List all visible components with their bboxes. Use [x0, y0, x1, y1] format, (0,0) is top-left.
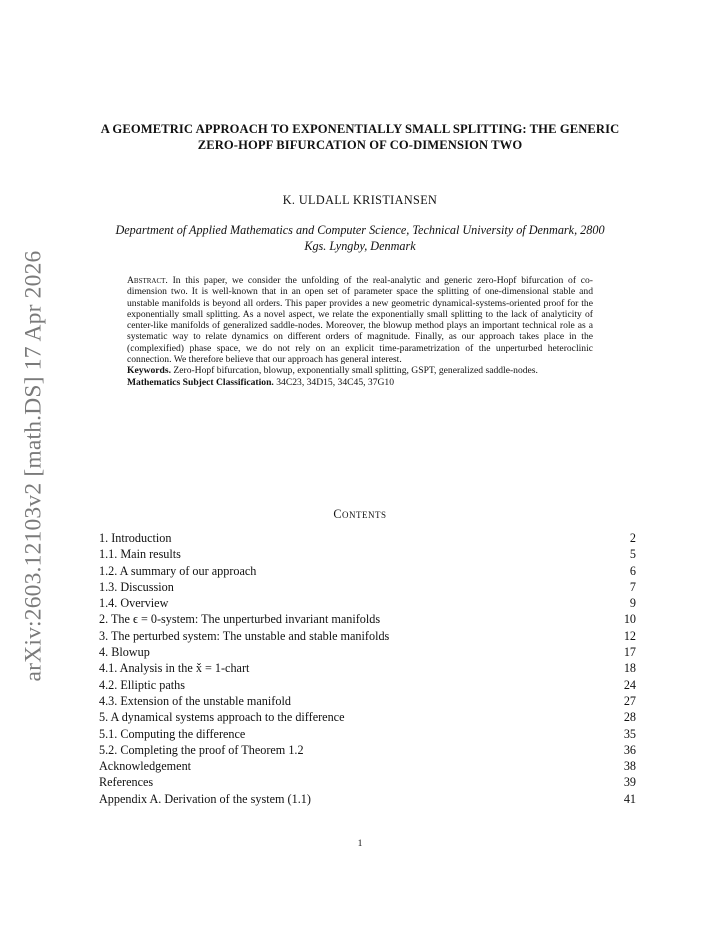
toc-entry[interactable]	[99, 563, 636, 579]
toc-entry[interactable]	[99, 677, 636, 693]
toc-entry-page: 18	[623, 661, 636, 676]
arxiv-sidebar-stamp	[14, 246, 54, 686]
toc-entry-label: 4. Blowup	[99, 645, 150, 660]
toc-entry-label: Acknowledgement	[99, 759, 192, 774]
toc-entry-label: 2. The ϵ = 0-system: The unperturbed invariant manifolds	[99, 612, 381, 627]
abstract-text: In this paper, we consider the unfolding of the real-analytic and generic zero-Hopf bifurcation of co-dimension two. It is well-known that in an open set of parameter space the splitting of one-dimensional stable and unstable manifolds is beyond all orders. This paper provides a new geometric dynamical-systems-oriented proof for the exponentially small splitting. As a novel aspect, we relate the exponentially small splitting to the lack of analyticity of center-like manifolds of generalized saddle-nodes. Moreover, the blowup method plays an important technical role as a systematic way to relate dynamics on different orders of magnitude. Finally, as our approach takes place in the (complexified) phase space, we do not rely on an explicit time-parametrization of the unperturbed heteroclinic connection. We therefore believe that our approach has general interest.	[127, 275, 594, 366]
toc-entry[interactable]	[99, 791, 636, 807]
toc-entry-page: 24	[623, 677, 636, 692]
toc-entry-label: 5.1. Computing the difference	[99, 726, 246, 741]
toc-entry-page: 2	[629, 531, 636, 545]
toc-entry[interactable]	[99, 595, 636, 611]
toc-entry-page: 7	[629, 579, 636, 594]
toc-entry[interactable]	[99, 579, 636, 595]
toc-entry-page: 28	[623, 710, 636, 725]
toc-entry-label: 3. The perturbed system: The unstable and stable manifolds	[99, 628, 390, 643]
abstract-block	[127, 275, 593, 388]
msc-label: Mathematics Subject Classification.	[127, 376, 274, 388]
toc-entry[interactable]	[99, 530, 636, 546]
toc-entry-label: 5. A dynamical systems approach to the difference	[99, 710, 345, 725]
toc-entry-page: 12	[623, 628, 636, 643]
toc-entry[interactable]	[99, 726, 636, 742]
toc-entry-label: 1.3. Discussion	[99, 579, 174, 594]
abstract-paragraph	[127, 275, 593, 365]
toc-entry-page: 36	[623, 742, 636, 757]
toc-entry-label: 4.2. Elliptic paths	[99, 677, 185, 692]
toc-entry-page: 35	[623, 726, 636, 741]
keywords-text: Zero-Hopf bifurcation, blowup, exponentially small splitting, GSPT, generalized saddle-nodes.	[173, 365, 538, 377]
toc-entry-page: 10	[623, 612, 636, 627]
msc-line	[127, 377, 593, 388]
toc-entry-page: 5	[629, 547, 636, 562]
toc-entry[interactable]	[99, 546, 636, 562]
toc-entry-page: 17	[623, 645, 636, 660]
abstract-heading: Abstract.	[127, 275, 168, 286]
toc-entry-page: 9	[629, 596, 636, 611]
toc-entry-page: 38	[623, 759, 636, 774]
keywords-label: Keywords.	[127, 365, 171, 377]
toc-entry[interactable]	[99, 611, 636, 627]
msc-codes: 34C23, 34D15, 34C45, 37G10	[276, 376, 395, 388]
author-affiliation: Department of Applied Mathematics and Computer Science, Technical University of Denmark, 2800 Kgs. Lyngby, Denmark	[115, 223, 605, 253]
toc-entry-label: Appendix A. Derivation of the system (1.1)	[99, 791, 311, 806]
toc-entry-label: 1.4. Overview	[99, 596, 169, 611]
toc-entry-label: References	[99, 775, 154, 790]
toc-entry-label: 1.2. A summary of our approach	[99, 563, 257, 578]
toc-entry-label: 1. Introduction	[99, 531, 172, 545]
keywords-line	[127, 365, 593, 376]
toc-entry[interactable]	[99, 742, 636, 758]
toc-entry-page: 39	[623, 775, 636, 790]
paper-title: A GEOMETRIC APPROACH TO EXPONENTIALLY SMALL SPLITTING: THE GENERIC ZERO-HOPF BIFURCATION OF CO-DIMENSION TWO	[100, 122, 620, 152]
page-number: 1	[357, 838, 363, 849]
arxiv-identifier: arXiv:2603.12103v2 [math.DS] 17 Apr 2026	[20, 250, 47, 682]
toc-entry[interactable]	[99, 758, 636, 774]
toc-entry-page: 41	[623, 791, 636, 806]
toc-entry-label: 1.1. Main results	[99, 547, 181, 562]
toc-entry-page: 27	[623, 693, 636, 708]
toc-entry[interactable]	[99, 660, 636, 676]
contents-heading: Contents	[333, 507, 387, 521]
toc-entry[interactable]	[99, 693, 636, 709]
toc-entry-page: 6	[629, 563, 636, 578]
table-of-contents	[99, 530, 636, 807]
toc-entry-label: 4.1. Analysis in the x̌ = 1-chart	[99, 661, 250, 676]
toc-entry[interactable]	[99, 628, 636, 644]
toc-entry[interactable]	[99, 709, 636, 725]
author-name: K. ULDALL KRISTIANSEN	[282, 193, 438, 207]
toc-entry-label: 5.2. Completing the proof of Theorem 1.2	[99, 742, 304, 757]
toc-entry[interactable]	[99, 774, 636, 790]
toc-entry-label: 4.3. Extension of the unstable manifold	[99, 693, 291, 708]
toc-entry[interactable]	[99, 644, 636, 660]
